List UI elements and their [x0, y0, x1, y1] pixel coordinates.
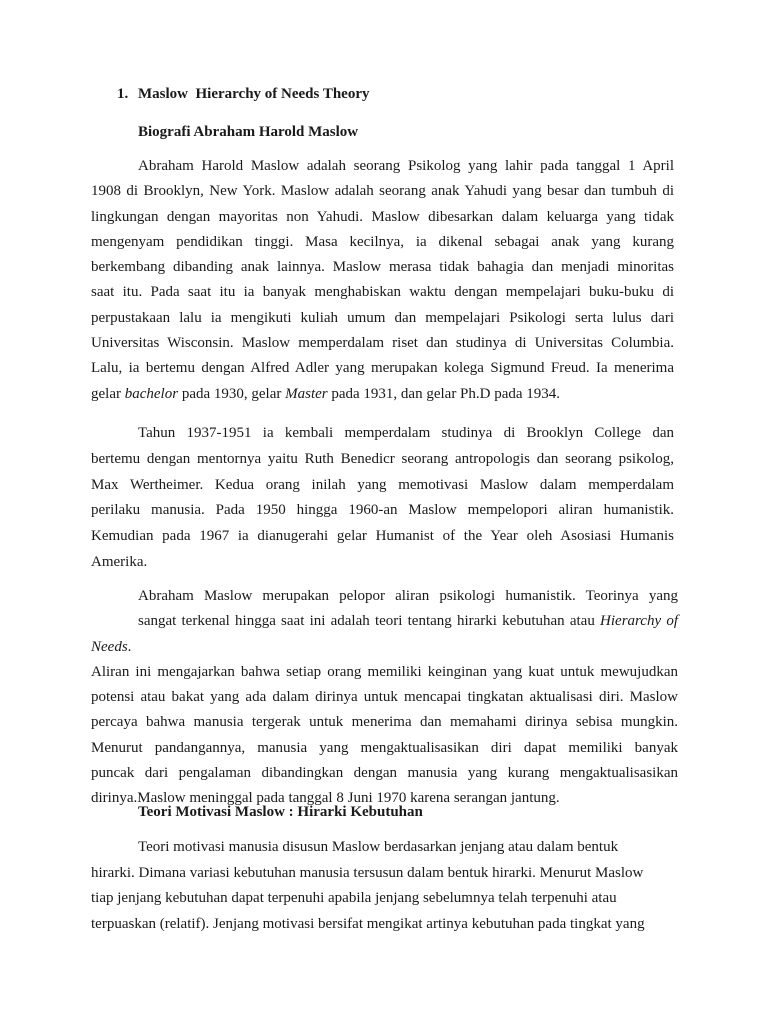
paragraph-line: 1908 di Brooklyn, New York. Maslow adalah seorang anak Yahudi yang besar dan tumbuh di [91, 183, 674, 200]
italic-term: Master [285, 385, 328, 402]
paragraph-career [91, 421, 674, 576]
paragraph-line: Universitas Wisconsin. Maslow memperdalam riset dan studinya di Universitas Columbia. [91, 335, 674, 352]
paragraph-line: potensi atau bakat yang ada dalam dirinya untuk mencapai tingkatan aktualisasi diri. Maslow [91, 689, 678, 706]
paragraph-line: Lalu, ia bertemu dengan Alfred Adler yang merupakan kolega Sigmund Freud. Ia menerima [91, 360, 674, 377]
text-run: gelar [91, 385, 125, 402]
paragraph-line: Amerika. [91, 553, 148, 570]
paragraph-line: Aliran ini mengajarkan bahwa setiap orang memiliki keinginan yang kuat untuk mewujudkan [91, 663, 678, 680]
paragraph-line: lingkungan dengan mayoritas non Yahudi. Maslow dibesarkan dalam keluarga yang tidak [91, 208, 674, 225]
text-run: sangat terkenal hingga saat ini adalah teori tentang hirarki kebutuhan atau [138, 613, 601, 630]
paragraph-biography [91, 154, 674, 407]
text-run: pada 1930, gelar [178, 385, 286, 402]
italic-term: Hierarchy of Needs [91, 613, 678, 655]
paragraph-line: puncak dari pengalaman dibandingkan dengan manusia yang kurang mengaktualisasikan [91, 765, 678, 782]
motivation-theory-title: Teori Motivasi Maslow : Hirarki Kebutuhan [138, 804, 423, 820]
paragraph-line: saat itu. Pada saat itu ia banyak menghabiskan waktu dengan mempelajari buku-buku di [91, 284, 674, 301]
paragraph-line: Teori motivasi manusia disusun Maslow berdasarkan jenjang atau dalam bentuk [138, 839, 619, 855]
text-run: . [127, 638, 132, 655]
paragraph-line: Tahun 1937-1951 ia kembali memperdalam studinya di Brooklyn College dan [138, 425, 674, 441]
biography-title: Biografi Abraham Harold Maslow [138, 124, 359, 140]
paragraph-line: Max Wertheimer. Kedua orang inilah yang memotivasi Maslow dalam memperdalam [91, 476, 674, 493]
section-heading [117, 86, 370, 103]
paragraph-line: perpustakaan lalu ia mengikuti kuliah umum dan mempelajari Psikologi serta lulus dari [91, 309, 674, 326]
heading-number: 1. [117, 86, 129, 102]
paragraph-line: Abraham Harold Maslow adalah seorang Psikolog yang lahir pada tanggal 1 April [138, 158, 674, 174]
paragraph-line [44, 382, 674, 407]
paragraph-line: Kemudian pada 1967 ia dianugerahi gelar Humanist of the Year oleh Asosiasi Humanis [91, 528, 674, 545]
paragraph-line: terpuaskan (relatif). Jenjang motivasi bersifat mengikat artinya kebutuhan pada tingkat yang [91, 915, 645, 932]
paragraph-line: Abraham Maslow merupakan pelopor aliran psikologi humanistik. Teorinya yang [138, 588, 678, 604]
paragraph-humanistic [91, 584, 678, 812]
text-run: pada 1931, dan gelar Ph.D pada 1934. [327, 385, 561, 402]
paragraph-line: tiap jenjang kebutuhan dapat terpenuhi apabila jenjang sebelumnya telah terpenuhi atau [91, 890, 617, 907]
paragraph-line: mengenyam pendidikan tinggi. Masa kecilnya, ia dikenal sebagai anak yang kurang [91, 233, 674, 250]
heading-title: Maslow Hierarchy of Needs Theory [138, 86, 370, 102]
paragraph-line: hirarki. Dimana variasi kebutuhan manusia tersusun dalam bentuk hirarki. Menurut Maslow [91, 864, 644, 881]
paragraph-line: percaya bahwa manusia tergerak untuk menerima dan memahami dirinya sebisa mungkin. [91, 714, 678, 731]
italic-term: bachelor [124, 385, 179, 402]
paragraph-motivation [91, 835, 671, 937]
paragraph-line: Menurut pandangannya, manusia yang mengaktualisasikan diri dapat memiliki banyak [91, 739, 678, 756]
paragraph-line: bertemu dengan mentornya yaitu Ruth Benedicr seorang antropologis dan seorang psikolog, [91, 450, 674, 467]
paragraph-line: berkembang dibanding anak lainnya. Maslow merasa tidak bahagia dan menjadi minoritas [91, 259, 674, 276]
paragraph-line: perilaku manusia. Pada 1950 hingga 1960-an Maslow mempelopori aliran humanistik. [91, 502, 674, 519]
paragraph-line: dirinya.Maslow meninggal pada tanggal 8 Juni 1970 karena serangan jantung. [91, 790, 560, 807]
paragraph-line [91, 609, 678, 660]
